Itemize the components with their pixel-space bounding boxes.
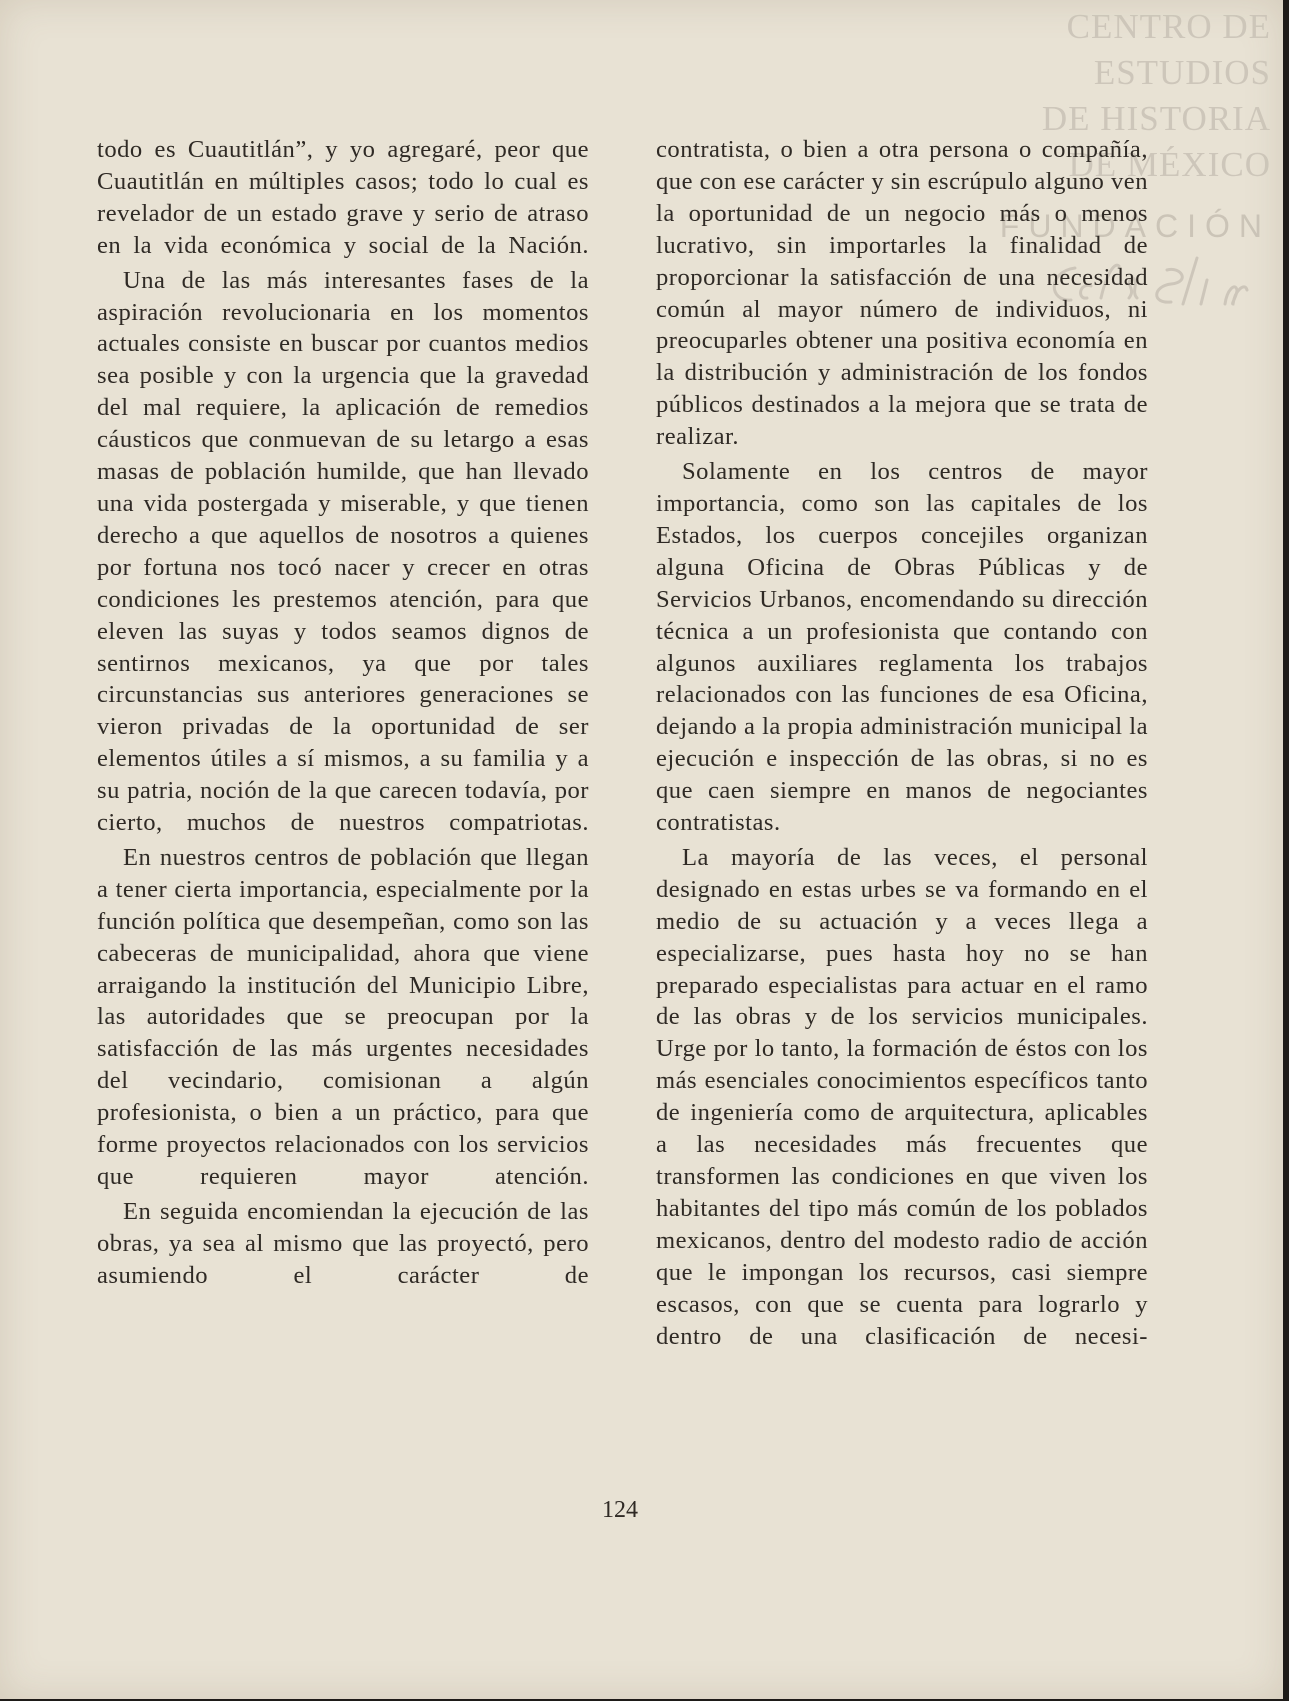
text-column-right (656, 134, 1148, 1355)
paragraph: contratista, o bien a otra persona o compañía, que con ese carácter y sin escrúpulo alguno ven la oportunidad de un negocio más o menos lucrativo, sin importarles la finalidad de proporcionar la satisfacción de una necesidad común al mayor número de individuos, ni preocuparles obtener una positiva economía en la distribución y administración de los fondos públicos destinados a la mejora que se trata de realizar. (656, 136, 1148, 451)
watermark-line: CENTRO DE (1066, 7, 1271, 46)
watermark-line: ESTUDIOS (1093, 53, 1271, 92)
page-number: 124 (602, 1497, 638, 1523)
paragraph: En nuestros centros de población que llegan a tener cierta importancia, especialmente por la función política que desempeñan, como son las cabeceras de municipalidad, ahora que viene arraigando la institución del Municipio Libre, las autoridades que se preocupan por la satisfacción de las más urgentes necesidades del vecindario, comisionan a algún profesionista, o bien a un práctico, para que forme proyectos relacionados con los servicios que requieren mayor atención. (97, 843, 589, 1190)
paragraph: En seguida encomiendan la ejecución de las obras, ya sea al mismo que las proyectó, pero asumiendo el carácter de (97, 1197, 589, 1289)
watermark-line: DE HISTORIA (1041, 99, 1271, 138)
paragraph: Una de las más interesantes fases de la aspiración revolucionaria en los momentos actuales consiste en buscar por cuantos medios sea posible y con la urgencia que la gravedad del mal requiere, la aplicación de remedios cáusticos que conmuevan de su letargo a esas masas de población humilde, que han llevado una vida postergada y miserable, y que tienen derecho a que aquellos de nosotros a quienes por fortuna nos tocó nacer y crecer en otras condiciones les prestemos atención, para que eleven las suyas y todos seamos dignos de sentirnos mexicanos, ya que por tales circunstancias sus anteriores generaciones se vieron privadas de la oportunidad de ser elementos útiles a sí mismos, a su familia y a su patria, noción de la que carecen todavía, por cierto, muchos de nuestros compatriotas. (97, 266, 589, 837)
paragraph: todo es Cuautitlán”, y yo agregaré, peor que Cuautitlán en múltiples casos; todo lo cual es revelador de un estado grave y serio de atraso en la vida económica y social de la Nación. (97, 136, 589, 259)
watermark-line: DE MÉXICO (1068, 145, 1271, 184)
text-column-left (97, 134, 589, 1295)
watermark-brand: FUNDACIÓN (999, 208, 1271, 244)
paragraph: Solamente en los centros de mayor importancia, como son las capitales de los Estados, los cuerpos concejiles organizan alguna Oficina de Obras Públicas y de Servicios Urbanos, encomendando su dirección técnica a un profesionista que contando con algunos auxiliares reglamenta los trabajos relacionados con las funciones de esa Oficina, dejando a la propia administración municipal la ejecución e inspección de las obras, si no es que caen siempre en manos de negociantes contratistas. (656, 458, 1148, 837)
paragraph: La mayoría de las veces, el personal designado en estas urbes se va formando en el medio de su actuación y a veces llega a especializarse, pues hasta hoy no se han preparado especialistas para actuar en el ramo de las obras y de los servicios municipales. Urge por lo tanto, la formación de éstos con los más esenciales conocimientos específicos tanto de ingeniería como de arquitectura, aplicables a las necesidades más frecuentes que transformen las condiciones en que viven los habitantes del tipo más común de los poblados mexicanos, dentro del modesto radio de acción que le impongan los recursos, casi siempre escasos, con que se cuenta para lograrlo y dentro de una clasificación de necesi- (656, 843, 1148, 1350)
